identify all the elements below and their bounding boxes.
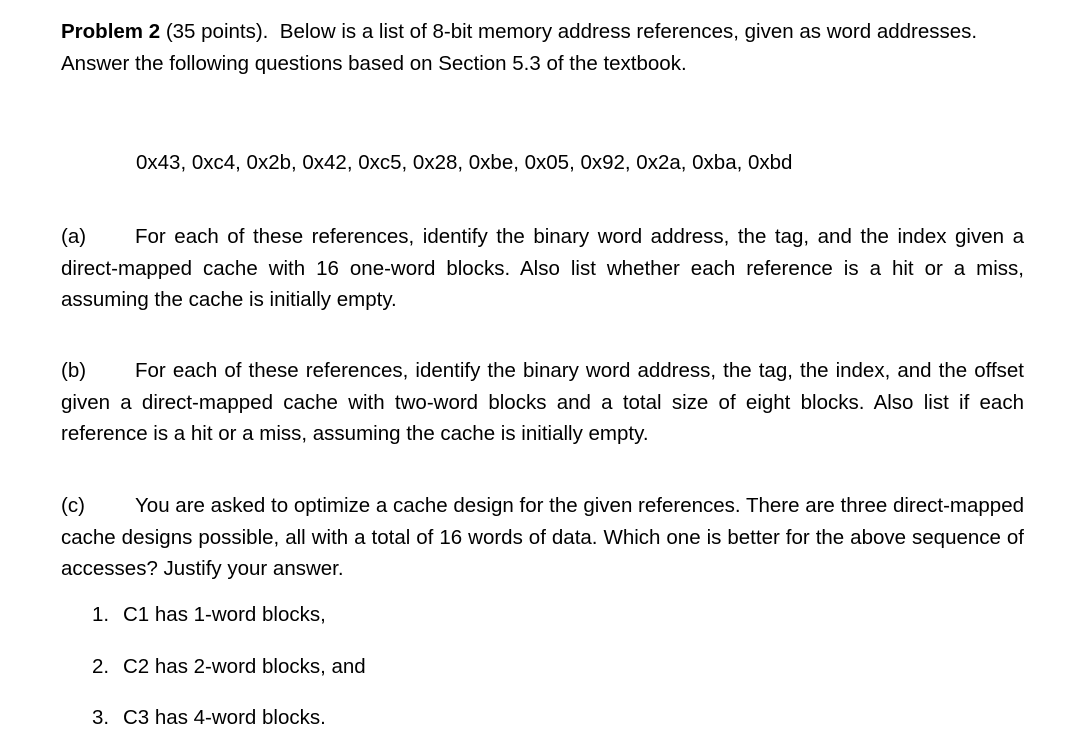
option-3-number: 3.	[92, 706, 110, 729]
option-item-2	[92, 655, 366, 679]
problem-instruction: Answer the following questions based on Section 5.3 of the textbook.	[61, 51, 687, 75]
problem-title: Problem 2	[61, 20, 161, 43]
address-list: 0x43, 0xc4, 0x2b, 0x42, 0xc5, 0x28, 0xbe, 0x05, 0x92, 0x2a, 0xba, 0xbd	[136, 151, 793, 174]
option-3-text: C3 has 4-word blocks.	[123, 706, 326, 729]
problem-header	[61, 16, 1024, 79]
option-item-3	[92, 706, 326, 730]
part-b-label: (b)	[61, 359, 87, 382]
part-b	[61, 355, 1024, 450]
problem-intro	[61, 16, 1024, 48]
part-a-text: For each of these references, identify the binary word address, the tag, and the index given a direct-mapped cache with 16 one-word blocks. Also list whether each reference is a hit or a miss, assuming the cache is initially empty.	[61, 225, 1024, 311]
option-2-number: 2.	[92, 655, 110, 678]
part-c-text: You are asked to optimize a cache design for the given references. There are three direct-mapped cache designs possible, all with a total of 16 words of data. Which one is better for the above sequence of accesses? Justify your answer.	[61, 494, 1024, 580]
part-c-label: (c)	[61, 494, 85, 517]
option-1-text: C1 has 1-word blocks,	[123, 603, 326, 626]
part-b-text: For each of these references, identify the binary word address, the tag, the index, and the offset given a direct-mapped cache with two-word blocks and a total size of eight blocks. Also list if each reference is a hit or a miss, assuming the cache is initially empty.	[61, 359, 1024, 445]
problem-points: (35 points).	[165, 20, 269, 43]
option-1-number: 1.	[92, 603, 110, 626]
part-c	[61, 490, 1024, 585]
option-2-text: C2 has 2-word blocks, and	[123, 655, 366, 678]
problem-intro-text: Below is a list of 8-bit memory address references, given as word addresses.	[279, 20, 978, 43]
part-a	[61, 221, 1024, 316]
option-item-1	[92, 603, 326, 627]
part-a-label: (a)	[61, 225, 87, 248]
